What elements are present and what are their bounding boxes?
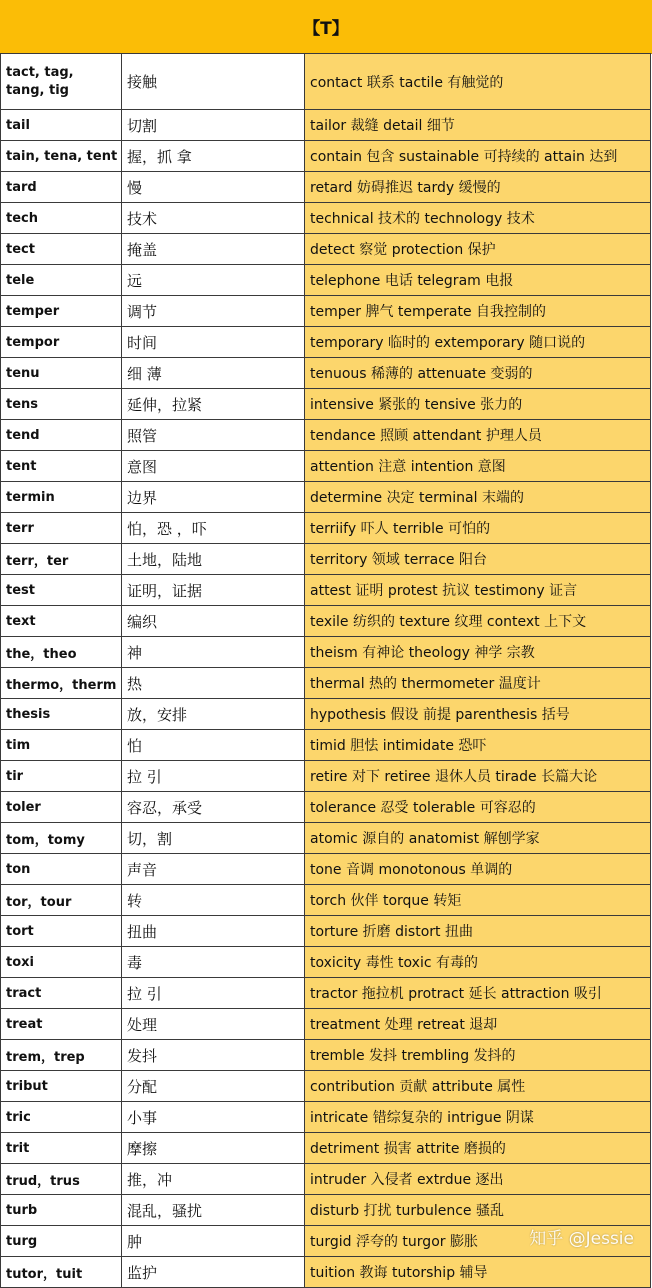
example-cell: attention 注意 intention 意图 xyxy=(305,451,651,482)
meaning-cell: 扭曲 xyxy=(122,916,305,947)
meaning-cell: 肿 xyxy=(122,1226,305,1257)
table-row xyxy=(1,234,651,265)
meaning-cell: 容忍，承受 xyxy=(122,792,305,823)
example-cell: telephone 电话 telegram 电报 xyxy=(305,265,651,296)
root-cell: tribut xyxy=(1,1071,122,1102)
root-cell: toxi xyxy=(1,947,122,978)
table-row xyxy=(1,885,651,916)
example-cell: detriment 损害 attrite 磨损的 xyxy=(305,1133,651,1164)
table-row xyxy=(1,792,651,823)
table-row xyxy=(1,482,651,513)
meaning-cell: 转 xyxy=(122,885,305,916)
root-cell: thermo，therm xyxy=(1,668,122,699)
example-cell: detect 察觉 protection 保护 xyxy=(305,234,651,265)
example-cell: attest 证明 protest 抗议 testimony 证言 xyxy=(305,575,651,606)
example-cell: timid 胆怯 intimidate 恐吓 xyxy=(305,730,651,761)
table-row xyxy=(1,1102,651,1133)
example-cell: intensive 紧张的 tensive 张力的 xyxy=(305,389,651,420)
table-row xyxy=(1,1009,651,1040)
root-cell: tact, tag, tang, tig xyxy=(1,54,122,110)
example-cell: technical 技术的 technology 技术 xyxy=(305,203,651,234)
example-cell: contain 包含 sustainable 可持续的 attain 达到 xyxy=(305,141,651,172)
table-row xyxy=(1,358,651,389)
root-cell: tend xyxy=(1,420,122,451)
watermark: 知乎 @Jessie xyxy=(529,1229,634,1249)
example-cell: theism 有神论 theology 神学 宗教 xyxy=(305,637,651,668)
table-row xyxy=(1,1133,651,1164)
meaning-cell: 远 xyxy=(122,265,305,296)
table-row xyxy=(1,1040,651,1071)
table-row xyxy=(1,668,651,699)
root-cell: tent xyxy=(1,451,122,482)
root-cell: the，theo xyxy=(1,637,122,668)
meaning-cell: 切割 xyxy=(122,110,305,141)
meaning-cell: 神 xyxy=(122,637,305,668)
root-cell: trud，trus xyxy=(1,1164,122,1195)
root-cell: tom，tomy xyxy=(1,823,122,854)
table-row xyxy=(1,761,651,792)
meaning-cell: 小事 xyxy=(122,1102,305,1133)
table-row xyxy=(1,1195,651,1226)
meaning-cell: 推，冲 xyxy=(122,1164,305,1195)
meaning-cell: 放，安排 xyxy=(122,699,305,730)
table-row xyxy=(1,327,651,358)
meaning-cell: 照管 xyxy=(122,420,305,451)
table-row xyxy=(1,575,651,606)
root-cell: turb xyxy=(1,1195,122,1226)
root-cell: tain, tena, tent xyxy=(1,141,122,172)
meaning-cell: 细 薄 xyxy=(122,358,305,389)
meaning-cell: 摩擦 xyxy=(122,1133,305,1164)
table-row xyxy=(1,1164,651,1195)
root-cell: tail xyxy=(1,110,122,141)
root-cell: tir xyxy=(1,761,122,792)
example-cell: temper 脾气 temperate 自我控制的 xyxy=(305,296,651,327)
root-cell: thesis xyxy=(1,699,122,730)
example-cell: terriify 吓人 terrible 可怕的 xyxy=(305,513,651,544)
meaning-cell: 发抖 xyxy=(122,1040,305,1071)
root-cell: toler xyxy=(1,792,122,823)
table-row xyxy=(1,420,651,451)
example-cell: atomic 源自的 anatomist 解刨学家 xyxy=(305,823,651,854)
meaning-cell: 慢 xyxy=(122,172,305,203)
meaning-cell: 拉 引 xyxy=(122,761,305,792)
root-cell: tutor，tuit xyxy=(1,1257,122,1288)
table-row xyxy=(1,141,651,172)
meaning-cell: 编织 xyxy=(122,606,305,637)
example-cell: tone 音调 monotonous 单调的 xyxy=(305,854,651,885)
table-row xyxy=(1,110,651,141)
example-cell: disturb 打扰 turbulence 骚乱 xyxy=(305,1195,651,1226)
root-cell: tor，tour xyxy=(1,885,122,916)
meaning-cell: 延伸，拉紧 xyxy=(122,389,305,420)
example-cell: torture 折磨 distort 扭曲 xyxy=(305,916,651,947)
example-cell: intruder 入侵者 extrdue 逐出 xyxy=(305,1164,651,1195)
meaning-cell: 怕 xyxy=(122,730,305,761)
example-cell: tailor 裁缝 detail 细节 xyxy=(305,110,651,141)
table-row xyxy=(1,606,651,637)
table-row xyxy=(1,823,651,854)
root-cell: turg xyxy=(1,1226,122,1257)
example-cell: tolerance 忍受 tolerable 可容忍的 xyxy=(305,792,651,823)
example-cell: torch 伙伴 torque 转矩 xyxy=(305,885,651,916)
root-cell: tim xyxy=(1,730,122,761)
meaning-cell: 意图 xyxy=(122,451,305,482)
meaning-cell: 时间 xyxy=(122,327,305,358)
meaning-cell: 怕，恐 ，吓 xyxy=(122,513,305,544)
root-cell: temper xyxy=(1,296,122,327)
example-cell: tuition 教诲 tutorship 辅导 xyxy=(305,1257,651,1288)
example-cell: thermal 热的 thermometer 温度计 xyxy=(305,668,651,699)
root-cell: terr，ter xyxy=(1,544,122,575)
meaning-cell: 技术 xyxy=(122,203,305,234)
meaning-cell: 拉 引 xyxy=(122,978,305,1009)
meaning-cell: 边界 xyxy=(122,482,305,513)
table-row xyxy=(1,172,651,203)
example-cell: contribution 贡献 attribute 属性 xyxy=(305,1071,651,1102)
meaning-cell: 混乱，骚扰 xyxy=(122,1195,305,1226)
meaning-cell: 热 xyxy=(122,668,305,699)
example-cell: contact 联系 tactile 有触觉的 xyxy=(305,54,651,110)
root-cell: tens xyxy=(1,389,122,420)
table-row xyxy=(1,637,651,668)
table-row xyxy=(1,1071,651,1102)
meaning-cell: 接触 xyxy=(122,54,305,110)
table-row xyxy=(1,296,651,327)
example-cell: territory 领域 terrace 阳台 xyxy=(305,544,651,575)
table-row xyxy=(1,947,651,978)
root-cell: ton xyxy=(1,854,122,885)
root-cell: tenu xyxy=(1,358,122,389)
meaning-cell: 证明，证据 xyxy=(122,575,305,606)
root-cell: termin xyxy=(1,482,122,513)
meaning-cell: 掩盖 xyxy=(122,234,305,265)
root-cell: terr xyxy=(1,513,122,544)
root-cell: test xyxy=(1,575,122,606)
root-cell: tric xyxy=(1,1102,122,1133)
example-cell: treatment 处理 retreat 退却 xyxy=(305,1009,651,1040)
table-row xyxy=(1,203,651,234)
table-row xyxy=(1,451,651,482)
example-cell: retire 对下 retiree 退休人员 tirade 长篇大论 xyxy=(305,761,651,792)
example-cell: determine 决定 terminal 末端的 xyxy=(305,482,651,513)
meaning-cell: 处理 xyxy=(122,1009,305,1040)
table-row xyxy=(1,854,651,885)
root-cell: treat xyxy=(1,1009,122,1040)
root-cell: tard xyxy=(1,172,122,203)
root-cell: tract xyxy=(1,978,122,1009)
example-cell: tenuous 稀薄的 attenuate 变弱的 xyxy=(305,358,651,389)
table-row xyxy=(1,544,651,575)
example-cell: intricate 错综复杂的 intrigue 阴谋 xyxy=(305,1102,651,1133)
example-cell: tremble 发抖 trembling 发抖的 xyxy=(305,1040,651,1071)
word-root-table xyxy=(0,53,651,1288)
example-cell: turgid 浮夸的 turgor 膨胀 xyxy=(305,1226,651,1257)
section-header: 【T】 xyxy=(0,0,652,54)
meaning-cell: 调节 xyxy=(122,296,305,327)
meaning-cell: 声音 xyxy=(122,854,305,885)
root-cell: tech xyxy=(1,203,122,234)
meaning-cell: 监护 xyxy=(122,1257,305,1288)
table-row xyxy=(1,699,651,730)
table-row xyxy=(1,978,651,1009)
meaning-cell: 切，割 xyxy=(122,823,305,854)
example-cell: texile 纺织的 texture 纹理 context 上下文 xyxy=(305,606,651,637)
root-cell: tempor xyxy=(1,327,122,358)
table-row xyxy=(1,916,651,947)
example-cell: temporary 临时的 extemporary 随口说的 xyxy=(305,327,651,358)
example-cell: retard 妨碍推迟 tardy 缓慢的 xyxy=(305,172,651,203)
root-cell: text xyxy=(1,606,122,637)
root-cell: tele xyxy=(1,265,122,296)
table-row xyxy=(1,513,651,544)
table-row xyxy=(1,265,651,296)
example-cell: tractor 拖拉机 protract 延长 attraction 吸引 xyxy=(305,978,651,1009)
meaning-cell: 土地，陆地 xyxy=(122,544,305,575)
root-cell: tect xyxy=(1,234,122,265)
example-cell: toxicity 毒性 toxic 有毒的 xyxy=(305,947,651,978)
table-body xyxy=(1,54,651,1288)
meaning-cell: 分配 xyxy=(122,1071,305,1102)
table-row xyxy=(1,389,651,420)
meaning-cell: 握，抓 拿 xyxy=(122,141,305,172)
root-cell: trit xyxy=(1,1133,122,1164)
example-cell: tendance 照顾 attendant 护理人员 xyxy=(305,420,651,451)
table-row xyxy=(1,54,651,110)
root-cell: tort xyxy=(1,916,122,947)
table-row xyxy=(1,730,651,761)
meaning-cell: 毒 xyxy=(122,947,305,978)
example-cell: hypothesis 假设 前提 parenthesis 括号 xyxy=(305,699,651,730)
root-cell: trem，trep xyxy=(1,1040,122,1071)
